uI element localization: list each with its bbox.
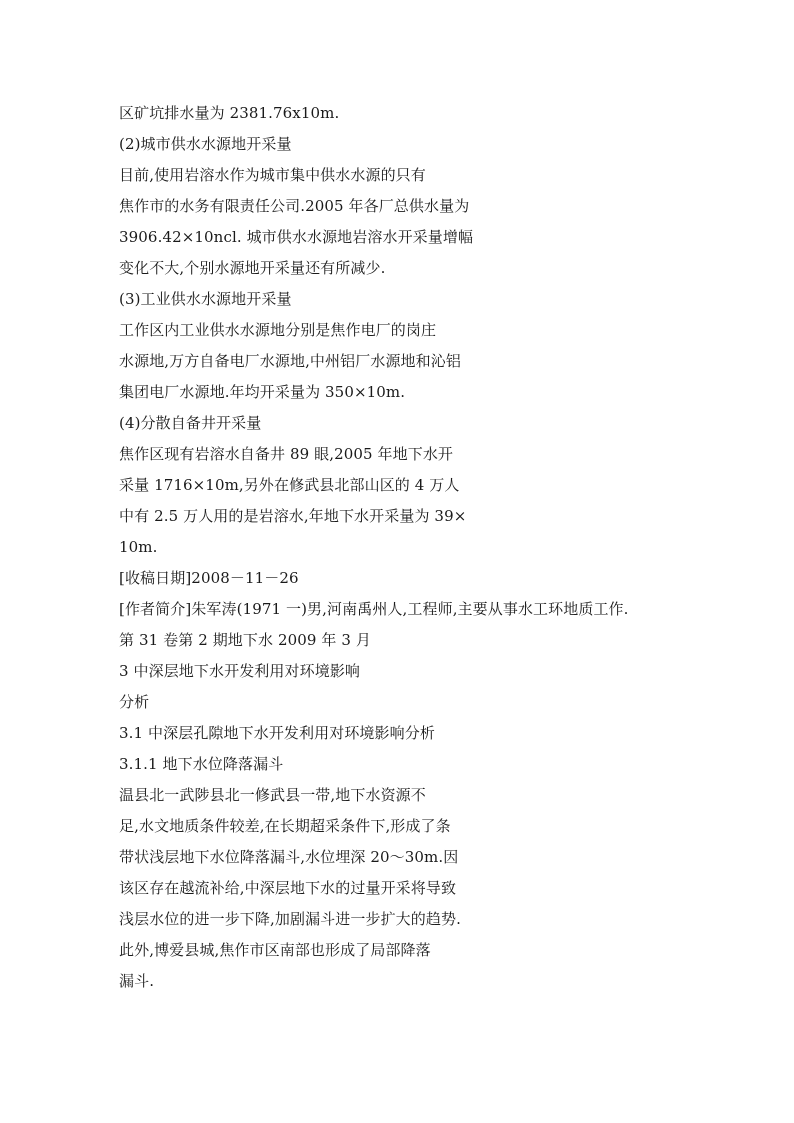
text-line: 采量 1716×10m,另外在修武县北部山区的 4 万人 — [119, 476, 460, 494]
text-line: 中有 2.5 万人用的是岩溶水,年地下水开采量为 39× — [119, 507, 467, 525]
text-line: 该区存在越流补给,中深层地下水的过量开采将导致 — [119, 879, 457, 897]
author-bio: [作者简介]朱军涛(1971 一)男,河南禹州人,工程师,主要从事水工环地质工作. — [119, 600, 629, 618]
text-line: 10m. — [119, 538, 158, 556]
text-line: 水源地,万方自备电厂水源地,中州铝厂水源地和沁铝 — [119, 352, 461, 370]
text-line: 集团电厂水源地.年均开采量为 350×10m. — [119, 383, 406, 401]
section-heading-2: (2)城市供水水源地开采量 — [119, 135, 292, 153]
text-line: 3906.42×10ncl. 城市供水水源地岩溶水开采量增幅 — [119, 228, 474, 246]
text-line: 目前,使用岩溶水作为城市集中供水水源的只有 — [119, 166, 426, 184]
text-line: 带状浅层地下水位降落漏斗,水位埋深 20～30m.因 — [119, 848, 459, 866]
text-line: 区矿坑排水量为 2381.76x10m. — [119, 104, 340, 122]
subsubsection-heading: 3.1.1 地下水位降落漏斗 — [119, 755, 284, 773]
text-line: 焦作区现有岩溶水自备井 89 眼,2005 年地下水开 — [119, 445, 454, 463]
text-line: 变化不大,个别水源地开采量还有所减少. — [119, 259, 386, 277]
text-line: 浅层水位的进一步下降,加剧漏斗进一步扩大的趋势. — [119, 910, 461, 928]
section-heading-main-cont: 分析 — [119, 693, 150, 711]
text-line: 漏斗. — [119, 972, 155, 990]
journal-running-header: 第 31 卷第 2 期地下水 2009 年 3 月 — [119, 631, 371, 649]
text-line: 此外,博爱县城,焦作市区南部也形成了局部降落 — [119, 941, 431, 959]
section-heading-main: 3 中深层地下水开发利用对环境影响 — [119, 662, 361, 680]
section-heading-3: (3)工业供水水源地开采量 — [119, 290, 292, 308]
text-line: 足,水文地质条件较差,在长期超采条件下,形成了条 — [119, 817, 451, 835]
received-date: [收稿日期]2008－11－26 — [119, 569, 299, 587]
text-line: 焦作市的水务有限责任公司.2005 年各厂总供水量为 — [119, 197, 470, 215]
text-line: 温县北一武陟县北一修武县一带,地下水资源不 — [119, 786, 426, 804]
document-body — [119, 98, 679, 997]
text-line: 工作区内工业供水水源地分别是焦作电厂的岗庄 — [119, 321, 437, 339]
subsection-heading: 3.1 中深层孔隙地下水开发利用对环境影响分析 — [119, 724, 435, 742]
section-heading-4: (4)分散自备井开采量 — [119, 414, 262, 432]
